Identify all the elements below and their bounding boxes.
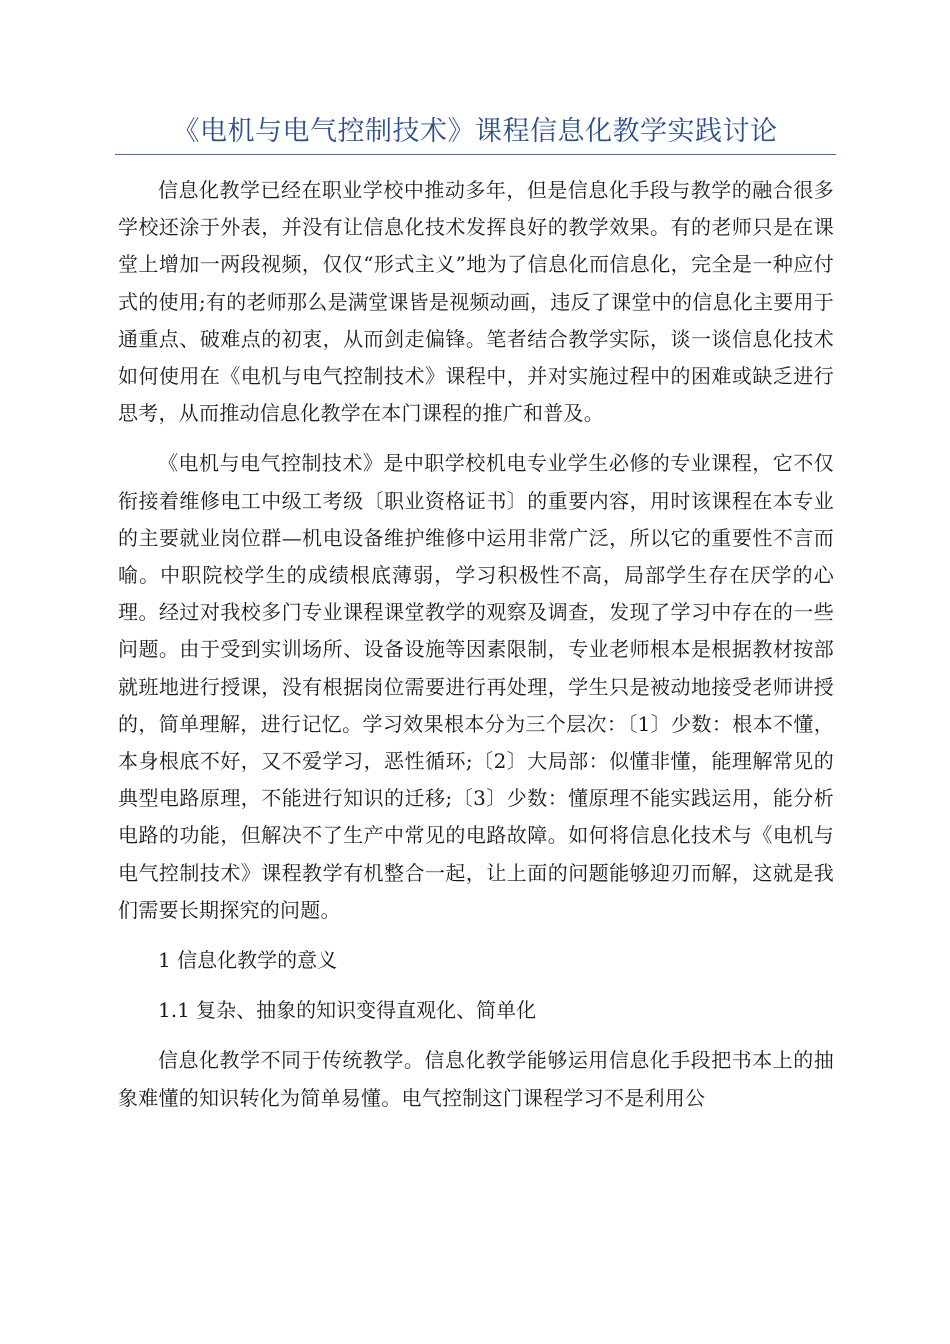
document-title: 《电机与电气控制技术》课程信息化教学实践讨论 [172, 116, 778, 147]
paragraph-section-1-1: 信息化教学不同于传统教学。信息化教学能够运用信息化手段把书本上的抽象难懂的知识转化为简单易懂。电气控制这门课程学习不是利用公 [118, 1048, 834, 1110]
paragraph-intro: 信息化教学已经在职业学校中推动多年，但是信息化手段与教学的融合很多学校还涂于外表，并没有让信息化技术发挥良好的教学效果。有的老师只是在课堂上增加一两段视频，仅仅“形式主义”地为了信息化而信息化，完全是一种应付式的使用;有的老师那么是满堂课皆是视频动画，违反了课堂中的信息化主要用于通重点、破难点的初衷，从而剑走偏锋。笔者结合教学实际，谈一谈信息化技术如何使用在《电机与电气控制技术》课程中，并对实施过程中的困难或缺乏进行思考，从而推动信息化教学在本门课程的推广和普及。 [118, 178, 834, 426]
paragraph-course-overview: 《电机与电气控制技术》是中职学校机电专业学生必修的专业课程，它不仅衔接着维修电工中级工考级〔职业资格证书〕的重要内容，用时该课程在本专业的主要就业岗位群—机电设备维护维修中运用非常广泛，所以它的重要性不言而喻。中职院校学生的成绩根底薄弱，学习积极性不高，局部学生存在厌学的心理。经过对我校多门专业课程课堂教学的观察及调查，发现了学习中存在的一些问题。由于受到实训场所、设备设施等因素限制，专业老师根本是根据教材按部就班地进行授课，没有根据岗位需要进行再处理，学生只是被动地接受老师讲授的，简单理解，进行记忆。学习效果根本分为三个层次：〔1〕少数：根本不懂，本身根底不好，又不爱学习，恶性循环;〔2〕大局部：似懂非懂，能理解常见的典型电路原理，不能进行知识的迁移;〔3〕少数：懂原理不能实践运用，能分析电路的功能，但解决不了生产中常见的电路故障。如何将信息化技术与《电机与电气控制技术》课程教学有机整合一起，让上面的问题能够迎刃而解，这就是我们需要长期探究的问题。 [118, 451, 834, 922]
section-heading-1-1: 1.1 复杂、抽象的知识变得直观化、简单化 [158, 998, 537, 1023]
section-heading-1: 1 信息化教学的意义 [158, 948, 338, 973]
title-underline [115, 154, 836, 155]
document-body [118, 172, 834, 1130]
